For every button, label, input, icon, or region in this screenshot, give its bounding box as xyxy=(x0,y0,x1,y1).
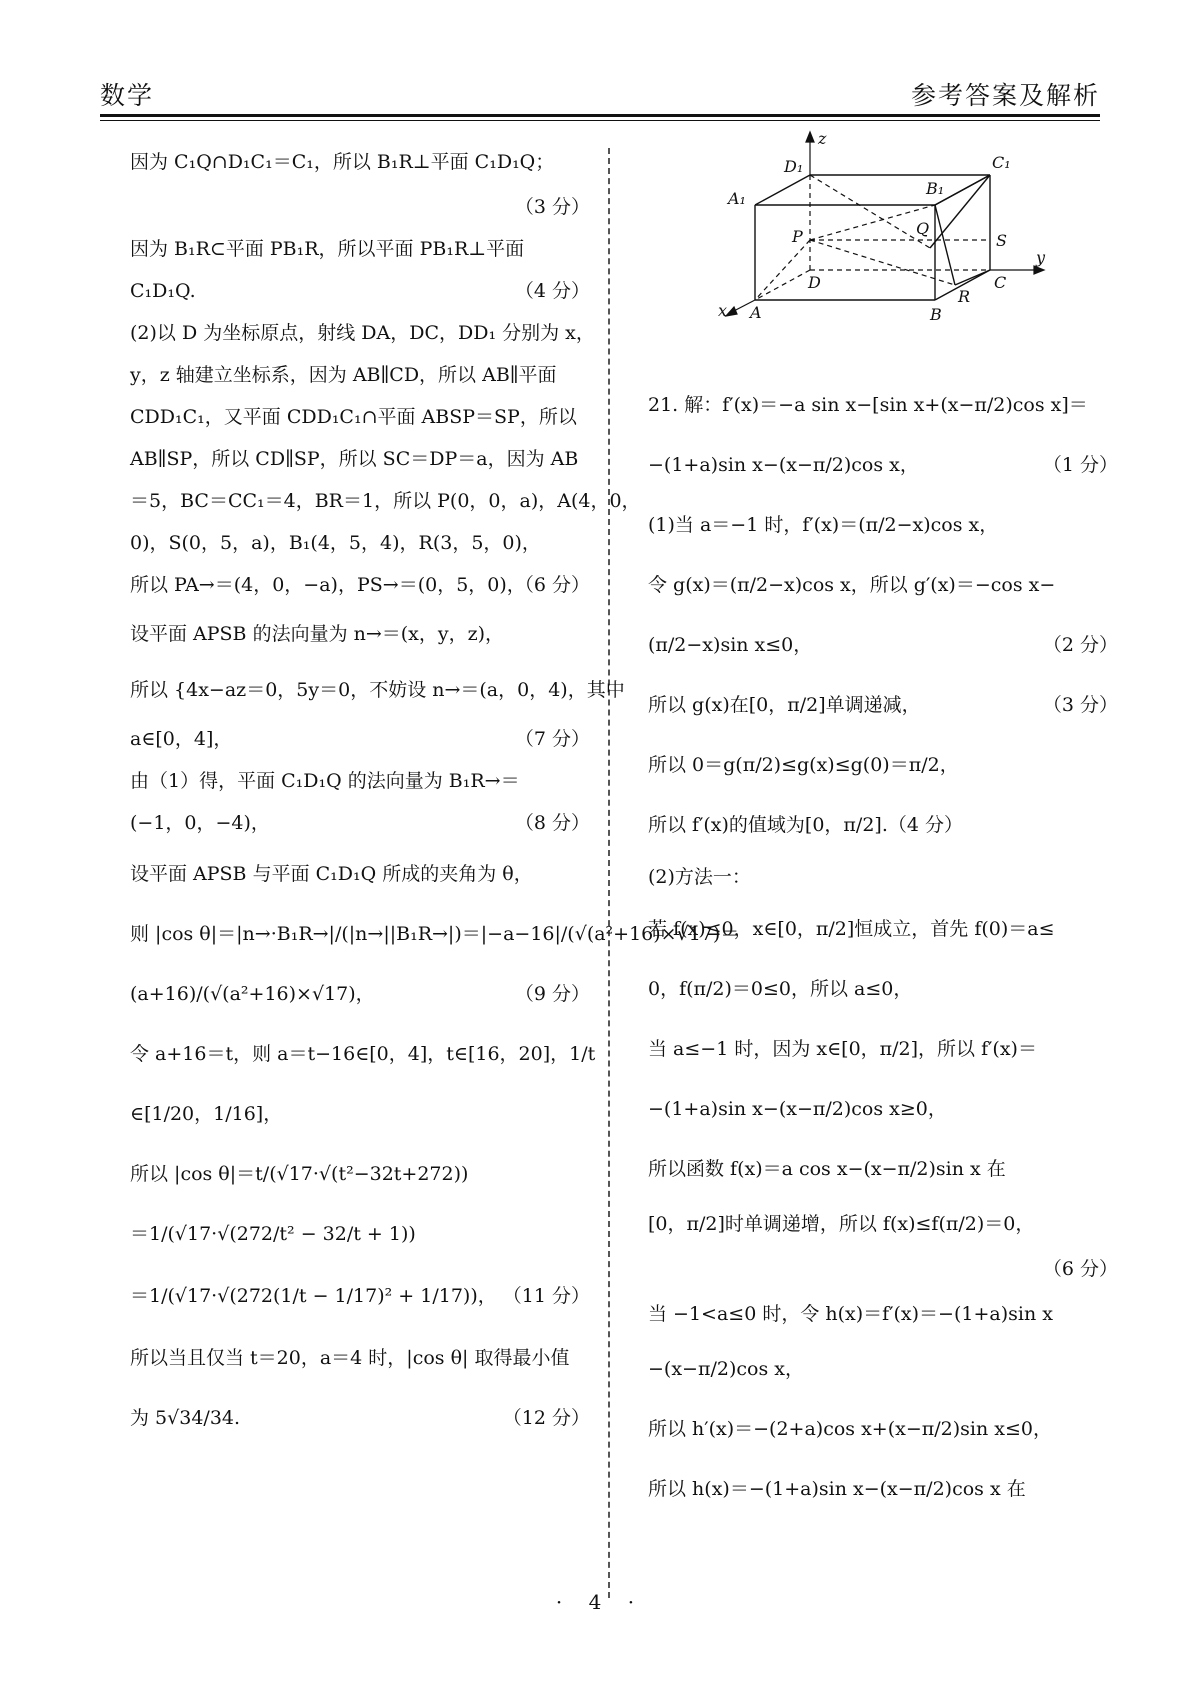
solution-21-line xyxy=(648,675,1118,735)
solution-line-text: 设平面 APSB 的法向量为 n→＝(x，y，z)， xyxy=(130,623,505,645)
solution-21-line-text: −(1+a)sin x−(x−π/2)cos x≥0， xyxy=(648,1098,947,1120)
edge-da-hidden xyxy=(755,270,810,300)
solution-line-text: ∈[1/20，1/16]， xyxy=(130,1103,283,1125)
solution-line-text: ＝1/(√17·√(272(1/t − 1/17)² + 1/17))， xyxy=(130,1285,497,1307)
edge-d1q-hidden xyxy=(810,175,930,248)
score-mark: （2 分） xyxy=(1042,634,1118,656)
label-d1: D₁ xyxy=(784,157,804,176)
label-c1: C₁ xyxy=(992,153,1011,172)
solution-line-text: 设平面 APSB 与平面 C₁D₁Q 所成的夹角为 θ， xyxy=(130,863,533,885)
solution-line-text: ＝5，BC＝CC₁＝4，BR＝1，所以 P(0，0，a)，A(4，0， xyxy=(130,490,641,512)
solution-line xyxy=(130,438,590,480)
solution-line-text: 所以 |cos θ|＝t/(√17·√(t²−32t+272)) xyxy=(130,1163,469,1185)
solution-21-line xyxy=(648,495,1118,555)
solution-21-line xyxy=(648,1289,1118,1339)
solution-line-text: ＝1/(√17·√(272/t² − 32/t + 1)) xyxy=(130,1223,416,1245)
solution-21-line-text: 当 −1<a≤0 时，令 h(x)＝f′(x)＝−(1+a)sin x xyxy=(648,1303,1053,1325)
solution-line xyxy=(130,1084,590,1144)
score-mark: （1 分） xyxy=(1042,454,1118,476)
score-mark: （4 分） xyxy=(514,280,590,302)
label-p: P xyxy=(792,227,803,246)
solution-21-line-text: 令 g(x)＝(π/2−x)cos x，所以 g′(x)＝−cos x− xyxy=(648,574,1056,596)
label-b1: B₁ xyxy=(926,179,945,198)
solution-line xyxy=(130,802,590,844)
solution-line-text: AB∥SP，所以 CD∥SP，所以 SC＝DP＝a，因为 AB xyxy=(130,448,579,470)
solution-21-line-text: 0，f(π/2)＝0≤0，所以 a≤0， xyxy=(648,978,913,1000)
solution-line xyxy=(130,354,590,396)
solution-line-text: 则 |cos θ|＝|n→·B₁R→|/(|n→||B₁R→|)＝|−a−16|/(√(a²+16)×√17)＝ xyxy=(130,923,740,945)
solution-21-line-text: 21. 解：f′(x)＝−a sin x−[sin x+(x−π/2)cos x]＝ xyxy=(648,394,1088,416)
label-c: C xyxy=(994,273,1007,292)
solution-21-line xyxy=(648,555,1118,615)
solution-line xyxy=(130,522,590,564)
header-rule-thick xyxy=(100,114,1100,117)
cuboid-figure xyxy=(690,130,1050,340)
score-mark: （6 分） xyxy=(1042,1258,1118,1280)
solution-line xyxy=(130,564,590,606)
solution-line xyxy=(130,138,590,186)
solution-21-line-text: 若 f(x)≤0，x∈[0，π/2]恒成立，首先 f(0)＝a≤ xyxy=(648,918,1055,940)
solution-21-line xyxy=(648,899,1118,959)
solution-line xyxy=(130,270,590,312)
solution-line xyxy=(130,1024,596,1084)
right-column xyxy=(648,375,1118,1519)
solution-line xyxy=(130,1388,590,1448)
section-title: 参考答案及解析 xyxy=(910,81,1100,110)
solution-line-text: (2)以 D 为坐标原点，射线 DA，DC，DD₁ 分别为 x， xyxy=(130,322,595,344)
solution-21-line xyxy=(648,615,1118,675)
solution-21-line-text: 所以 h(x)＝−(1+a)sin x−(x−π/2)cos x 在 xyxy=(648,1478,1026,1500)
solution-line xyxy=(130,1144,590,1204)
score-mark: （3 分） xyxy=(514,196,590,218)
solution-21-line-text: −(x−π/2)cos x， xyxy=(648,1358,804,1380)
edge-d1a1 xyxy=(755,175,810,205)
label-q: Q xyxy=(916,219,930,238)
solution-line xyxy=(130,186,590,228)
solution-line-text: 0)，S(0，5，a)，B₁(4，5，4)，R(3，5，0)， xyxy=(130,532,541,554)
solution-line xyxy=(130,844,590,904)
solution-21-line-text: 所以 g(x)在[0，π/2]单调递减， xyxy=(648,694,921,716)
score-mark: （3 分） xyxy=(1042,694,1118,716)
edge-rc xyxy=(955,270,990,285)
edge-pr-hidden xyxy=(810,240,955,285)
score-mark: （9 分） xyxy=(514,983,590,1005)
solution-line-text: a∈[0，4]， xyxy=(130,728,233,750)
solution-21-line xyxy=(648,1139,1118,1199)
solution-21-line-text: 所以函数 f(x)＝a cos x−(x−π/2)sin x 在 xyxy=(648,1158,1006,1180)
solution-line xyxy=(130,1328,590,1388)
solution-21-line-text: 所以 h′(x)＝−(2+a)cos x+(x−π/2)sin x≤0， xyxy=(648,1418,1052,1440)
y-axis-arrow xyxy=(1034,266,1044,274)
edge-b1r xyxy=(935,205,955,285)
label-z: z xyxy=(818,130,827,148)
solution-21-line-text: 当 a≤−1 时，因为 x∈[0，π/2]，所以 f′(x)＝ xyxy=(648,1038,1037,1060)
solution-line-text: 令 a+16＝t，则 a＝t−16∈[0，4]，t∈[16，20]，1/t xyxy=(130,1043,596,1065)
solution-line xyxy=(130,718,590,760)
score-mark: （6 分） xyxy=(514,574,590,596)
solution-line xyxy=(130,606,590,662)
solution-21-line-text: (2)方法一： xyxy=(648,866,751,888)
solution-line-text: 为 5√34/34. xyxy=(130,1407,241,1429)
solution-21-line-text: −(1+a)sin x−(x−π/2)cos x， xyxy=(648,454,919,476)
solution-line-text: 所以当且仅当 t＝20，a＝4 时，|cos θ| 取得最小值 xyxy=(130,1347,570,1369)
solution-21-line-text: (π/2−x)sin x≤0， xyxy=(648,634,813,656)
solution-line-text: (a+16)/(√(a²+16)×√17)， xyxy=(130,983,375,1005)
label-a: A xyxy=(750,303,762,322)
column-divider xyxy=(608,148,610,1598)
solution-21-line xyxy=(648,1339,1118,1399)
label-s: S xyxy=(996,231,1007,250)
solution-line xyxy=(130,312,595,354)
solution-21-line xyxy=(648,1249,1118,1289)
edge-pa-hidden xyxy=(755,240,810,300)
solution-line xyxy=(130,1204,590,1264)
page-header xyxy=(100,70,1100,110)
solution-21-line xyxy=(648,1399,1118,1459)
solution-line-text: (−1，0，−4)， xyxy=(130,812,270,834)
solution-21-line-text: 所以 f′(x)的值域为[0，π/2].（4 分） xyxy=(648,814,963,836)
label-y: y xyxy=(1036,248,1046,267)
solution-line xyxy=(130,760,590,802)
solution-line-text: CDD₁C₁，又平面 CDD₁C₁∩平面 ABSP＝SP，所以 xyxy=(130,406,577,428)
solution-line-text: y，z 轴建立坐标系，因为 AB∥CD，所以 AB∥平面 xyxy=(130,364,557,386)
solution-21-line xyxy=(648,435,1118,495)
solution-line-text: 因为 B₁R⊂平面 PB₁R，所以平面 PB₁R⊥平面 xyxy=(130,238,525,260)
solution-21-line xyxy=(648,735,1118,795)
solution-line xyxy=(130,1264,590,1328)
page-number: · 4 · xyxy=(555,1590,645,1614)
solution-21-line-text: (1)当 a＝−1 时，f′(x)＝(π/2−x)cos x， xyxy=(648,514,999,536)
solution-21-line xyxy=(648,1199,1118,1249)
solution-line xyxy=(130,228,590,270)
solution-21-line xyxy=(648,375,1118,435)
score-mark: （11 分） xyxy=(502,1285,590,1307)
solution-21-line-text: 所以 0＝g(π/2)≤g(x)≤g(0)＝π/2， xyxy=(648,754,959,776)
score-mark: （12 分） xyxy=(502,1407,590,1429)
label-d: D xyxy=(808,273,821,292)
solution-21-line-text: [0，π/2]时单调递增，所以 f(x)≤f(π/2)＝0， xyxy=(648,1213,1035,1235)
label-x: x xyxy=(718,301,728,320)
solution-21-line xyxy=(648,1019,1118,1079)
label-a1: A₁ xyxy=(728,189,746,208)
solution-21-line xyxy=(648,1459,1118,1519)
score-mark: （8 分） xyxy=(514,812,590,834)
solution-21-line xyxy=(648,855,1118,899)
solution-line-text: 所以 {4x−az＝0，5y＝0，不妨设 n→＝(a，0，4)，其中 xyxy=(130,679,625,701)
solution-line-text: C₁D₁Q. xyxy=(130,280,196,302)
solution-21-line xyxy=(648,959,1118,1019)
solution-line xyxy=(130,396,590,438)
solution-21-line xyxy=(648,1079,1118,1139)
solution-line xyxy=(130,480,641,522)
subject-title: 数学 xyxy=(100,81,155,110)
solution-line xyxy=(130,964,590,1024)
solution-21-line xyxy=(648,795,1118,855)
label-r: R xyxy=(958,287,971,306)
solution-line-text: 因为 C₁Q∩D₁C₁＝C₁，所以 B₁R⊥平面 C₁D₁Q； xyxy=(130,151,555,173)
solution-line xyxy=(130,662,625,718)
solution-line-text: 由（1）得，平面 C₁D₁Q 的法向量为 B₁R→＝ xyxy=(130,770,520,792)
solution-line xyxy=(130,904,740,964)
label-b: B xyxy=(930,305,942,324)
header-rule-thin xyxy=(100,120,1100,121)
x-axis-arrow xyxy=(726,307,737,316)
score-mark: （7 分） xyxy=(514,728,590,750)
z-axis-arrow xyxy=(806,132,814,142)
solution-line-text: 所以 PA→＝(4，0，−a)，PS→＝(0，5，0)， xyxy=(130,574,526,596)
